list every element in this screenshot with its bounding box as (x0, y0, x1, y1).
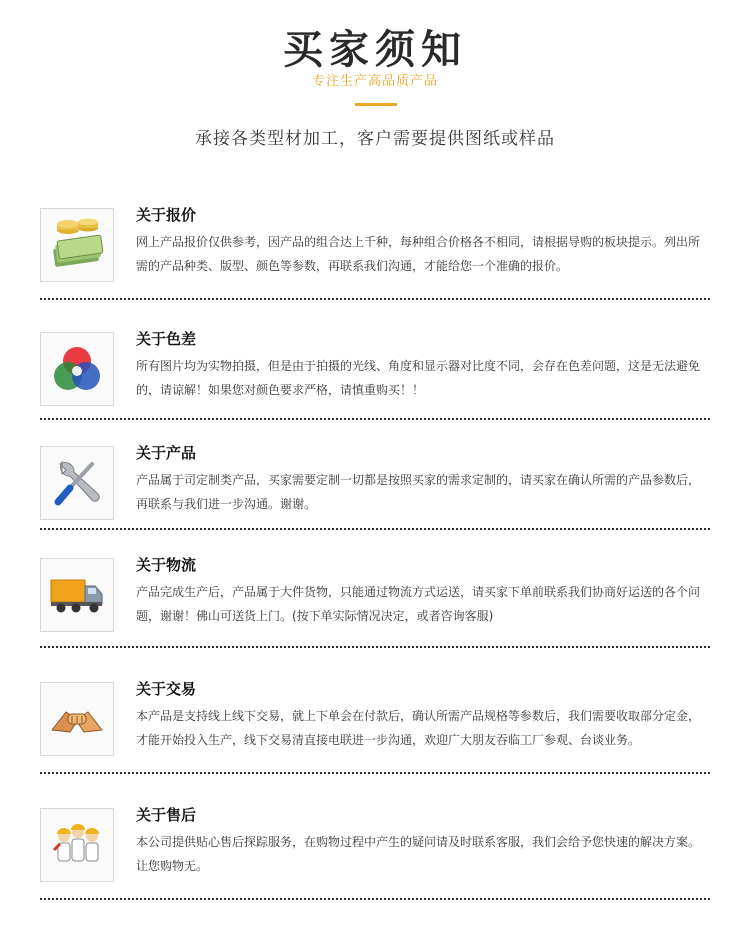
section-title: 关于报价 (136, 206, 197, 224)
page-subtitle: 专注生产高品质产品 (311, 74, 438, 89)
section-body: 本产品是支持线上线下交易，就上下单会在付款后，确认所需产品规格等参数后，我们需要收取部分定金，才能开始投入生产，线下交易清直接电联进一步沟通，欢迎广大朋友吞临工厂参观、台谈业务。 (136, 709, 701, 747)
section-title: 关于色差 (136, 330, 197, 348)
page-title: 买家须知 (283, 26, 467, 73)
divider (40, 528, 710, 530)
tagline: 承接各类型材加工，客户需要提供图纸或样品 (195, 129, 555, 149)
section-body: 产品属于司定制类产品，买家需要定制一切都是按照买家的需求定制的，请买家在确认所需的产品参数后，再联系与我们进一步沟通。谢谢。 (136, 473, 701, 511)
section-body: 所有图片均为实物拍摄，但是由于拍摄的光线、角度和显示器对比度不同，会存在色差问题，这是无法避免的，请谅解！如果您对颜色要求严格，请慎重购买！！ (136, 359, 701, 397)
section-title: 关于产品 (136, 444, 197, 462)
divider (40, 298, 710, 300)
section-title: 关于物流 (136, 556, 197, 574)
handshake-icon (40, 682, 114, 756)
section-body: 产品完成生产后，产品属于大件货物，只能通过物流方式运送，请买家下单前联系我们协商好运送的各个问题，谢谢！佛山可送货上门。(按下单实际情况决定，或者咨询客服) (136, 585, 701, 623)
money-icon (40, 208, 114, 282)
color-wheel-icon (40, 332, 114, 406)
section-body: 网上产品报价仅供参考，因产品的组合达上千种，每种组合价格各不相同，请根据导购的板块提示。列出所需的产品种类、版型、颜色等参数，再联系我们沟通，才能给您一个准确的报价。 (136, 235, 701, 273)
tools-icon (40, 446, 114, 520)
workers-icon (40, 808, 114, 882)
divider (40, 646, 710, 648)
divider (40, 898, 710, 900)
divider (40, 772, 710, 774)
section-title: 关于售后 (136, 806, 197, 824)
truck-icon (40, 558, 114, 632)
divider (40, 418, 710, 420)
accent-bar (355, 103, 397, 106)
section-title: 关于交易 (136, 680, 197, 698)
section-body: 本公司提供贴心售后探踪服务，在购物过程中产生的疑问请及时联系客服，我们会给予您快速的解决方案。让您购物无。 (136, 835, 701, 873)
